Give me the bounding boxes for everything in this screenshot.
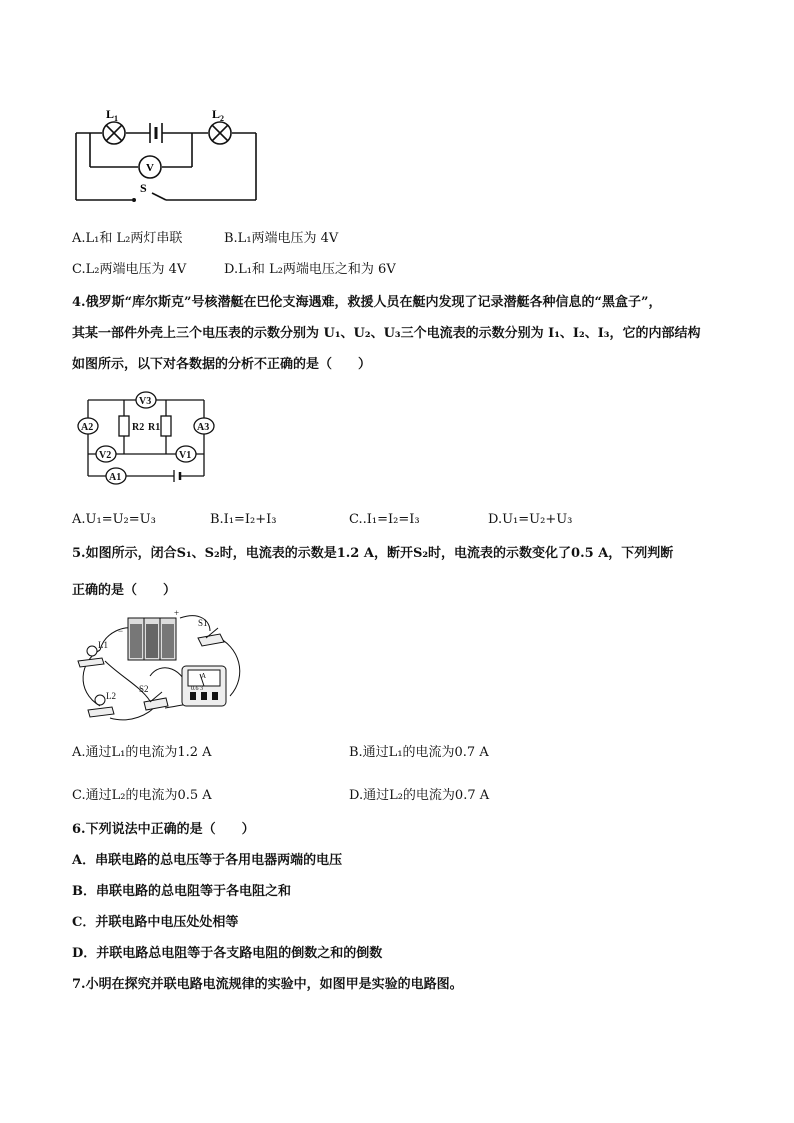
label-v: V (146, 162, 154, 174)
svg-text:A3: A3 (197, 422, 210, 433)
q5-option-a: A.通过L₁的电流为1.2 A (72, 745, 212, 760)
q5-option-d: D.通过L₂的电流为0.7 A (349, 788, 490, 803)
circuit-diagram-q3 (70, 105, 270, 205)
q4-stem-line2: 其某一部件外壳上三个电压表的示数分别为 U₁、U₂、U₃三个电流表的示数分别为 I₁、I₂、I₃，它的内部结构 (72, 326, 701, 341)
resistor-r2-icon (119, 416, 129, 436)
q4-stem-line3: 如图所示，以下对各数据的分析不正确的是（ ） (72, 357, 372, 372)
q6-option-d: D．并联电路总电阻等于各支路电阻的倒数之和的倒数 (72, 946, 383, 961)
svg-text:+: + (174, 608, 180, 618)
q4-stem-line1: 4.俄罗斯“库尔斯克”号核潜艇在巴伦支海遇难，救援人员在艇内发现了记录潜艇各种信息的“黑盒子”， (72, 295, 662, 310)
svg-text:R1: R1 (148, 422, 161, 433)
switch-s1-icon (198, 628, 224, 646)
svg-text:V2: V2 (99, 450, 112, 461)
q6-option-a: A．串联电路的总电压等于各用电器两端的电压 (72, 853, 343, 868)
label-l1: $L_1$ (106, 107, 119, 123)
svg-text:A1: A1 (109, 472, 122, 483)
lamp-l1-icon (103, 122, 125, 144)
q4-option-a: A.U₁=U₂=U₃ (72, 512, 156, 527)
svg-text:R2: R2 (132, 422, 145, 433)
svg-text:A2: A2 (81, 422, 94, 433)
q4-option-b: B.I₁=I₂+I₃ (210, 512, 277, 527)
q3-option-d: D.L₁和 L₂两端电压之和为 6V (224, 262, 396, 277)
svg-text:−: − (118, 626, 124, 636)
svg-text:A: A (201, 672, 207, 680)
q5-stem-line2: 正确的是（ ） (72, 583, 177, 598)
resistor-r1-icon (161, 416, 171, 436)
q5-option-b: B.通过L₁的电流为0.7 A (349, 745, 489, 760)
label-l2: $L_2$ (212, 107, 225, 123)
q6-stem: 6.下列说法中正确的是（ ） (72, 822, 255, 837)
svg-text:S1: S1 (198, 618, 208, 628)
switch-s2-icon (144, 692, 168, 710)
svg-text:L2: L2 (106, 691, 116, 701)
q6-option-b: B．串联电路的总电阻等于各电阻之和 (72, 884, 291, 899)
svg-text:L1: L1 (98, 640, 108, 650)
q6-option-c: C．并联电路中电压处处相等 (72, 915, 239, 930)
lamp-l2-icon (209, 122, 231, 144)
label-s: S (140, 181, 147, 195)
circuit-diagram-q4 (76, 388, 216, 488)
q5-stem-line1: 5.如图所示，闭合S₁、S₂时，电流表的示数是1.2 A，断开S₂时，电流表的示数变化了0.5 A，下列判断 (72, 546, 674, 561)
q4-option-d: D.U₁=U₂+U₃ (488, 512, 573, 527)
battery-pack-icon (128, 618, 176, 660)
q3-option-c: C.L₂两端电压为 4V (72, 262, 187, 277)
svg-text:S2: S2 (139, 684, 149, 694)
svg-text:0.6 3: 0.6 3 (191, 686, 203, 692)
svg-text:V3: V3 (139, 396, 152, 407)
q3-option-a: A.L₁和 L₂两灯串联 (72, 231, 183, 246)
q7-stem: 7.小明在探究并联电路电流规律的实验中，如图甲是实验的电路图。 (72, 977, 463, 992)
q4-option-c: C..I₁=I₂=I₃ (349, 512, 420, 527)
q3-option-b: B.L₁两端电压为 4V (224, 231, 339, 246)
circuit-photo-q5 (70, 606, 250, 726)
q5-option-c: C.通过L₂的电流为0.5 A (72, 788, 212, 803)
svg-text:V1: V1 (179, 450, 192, 461)
